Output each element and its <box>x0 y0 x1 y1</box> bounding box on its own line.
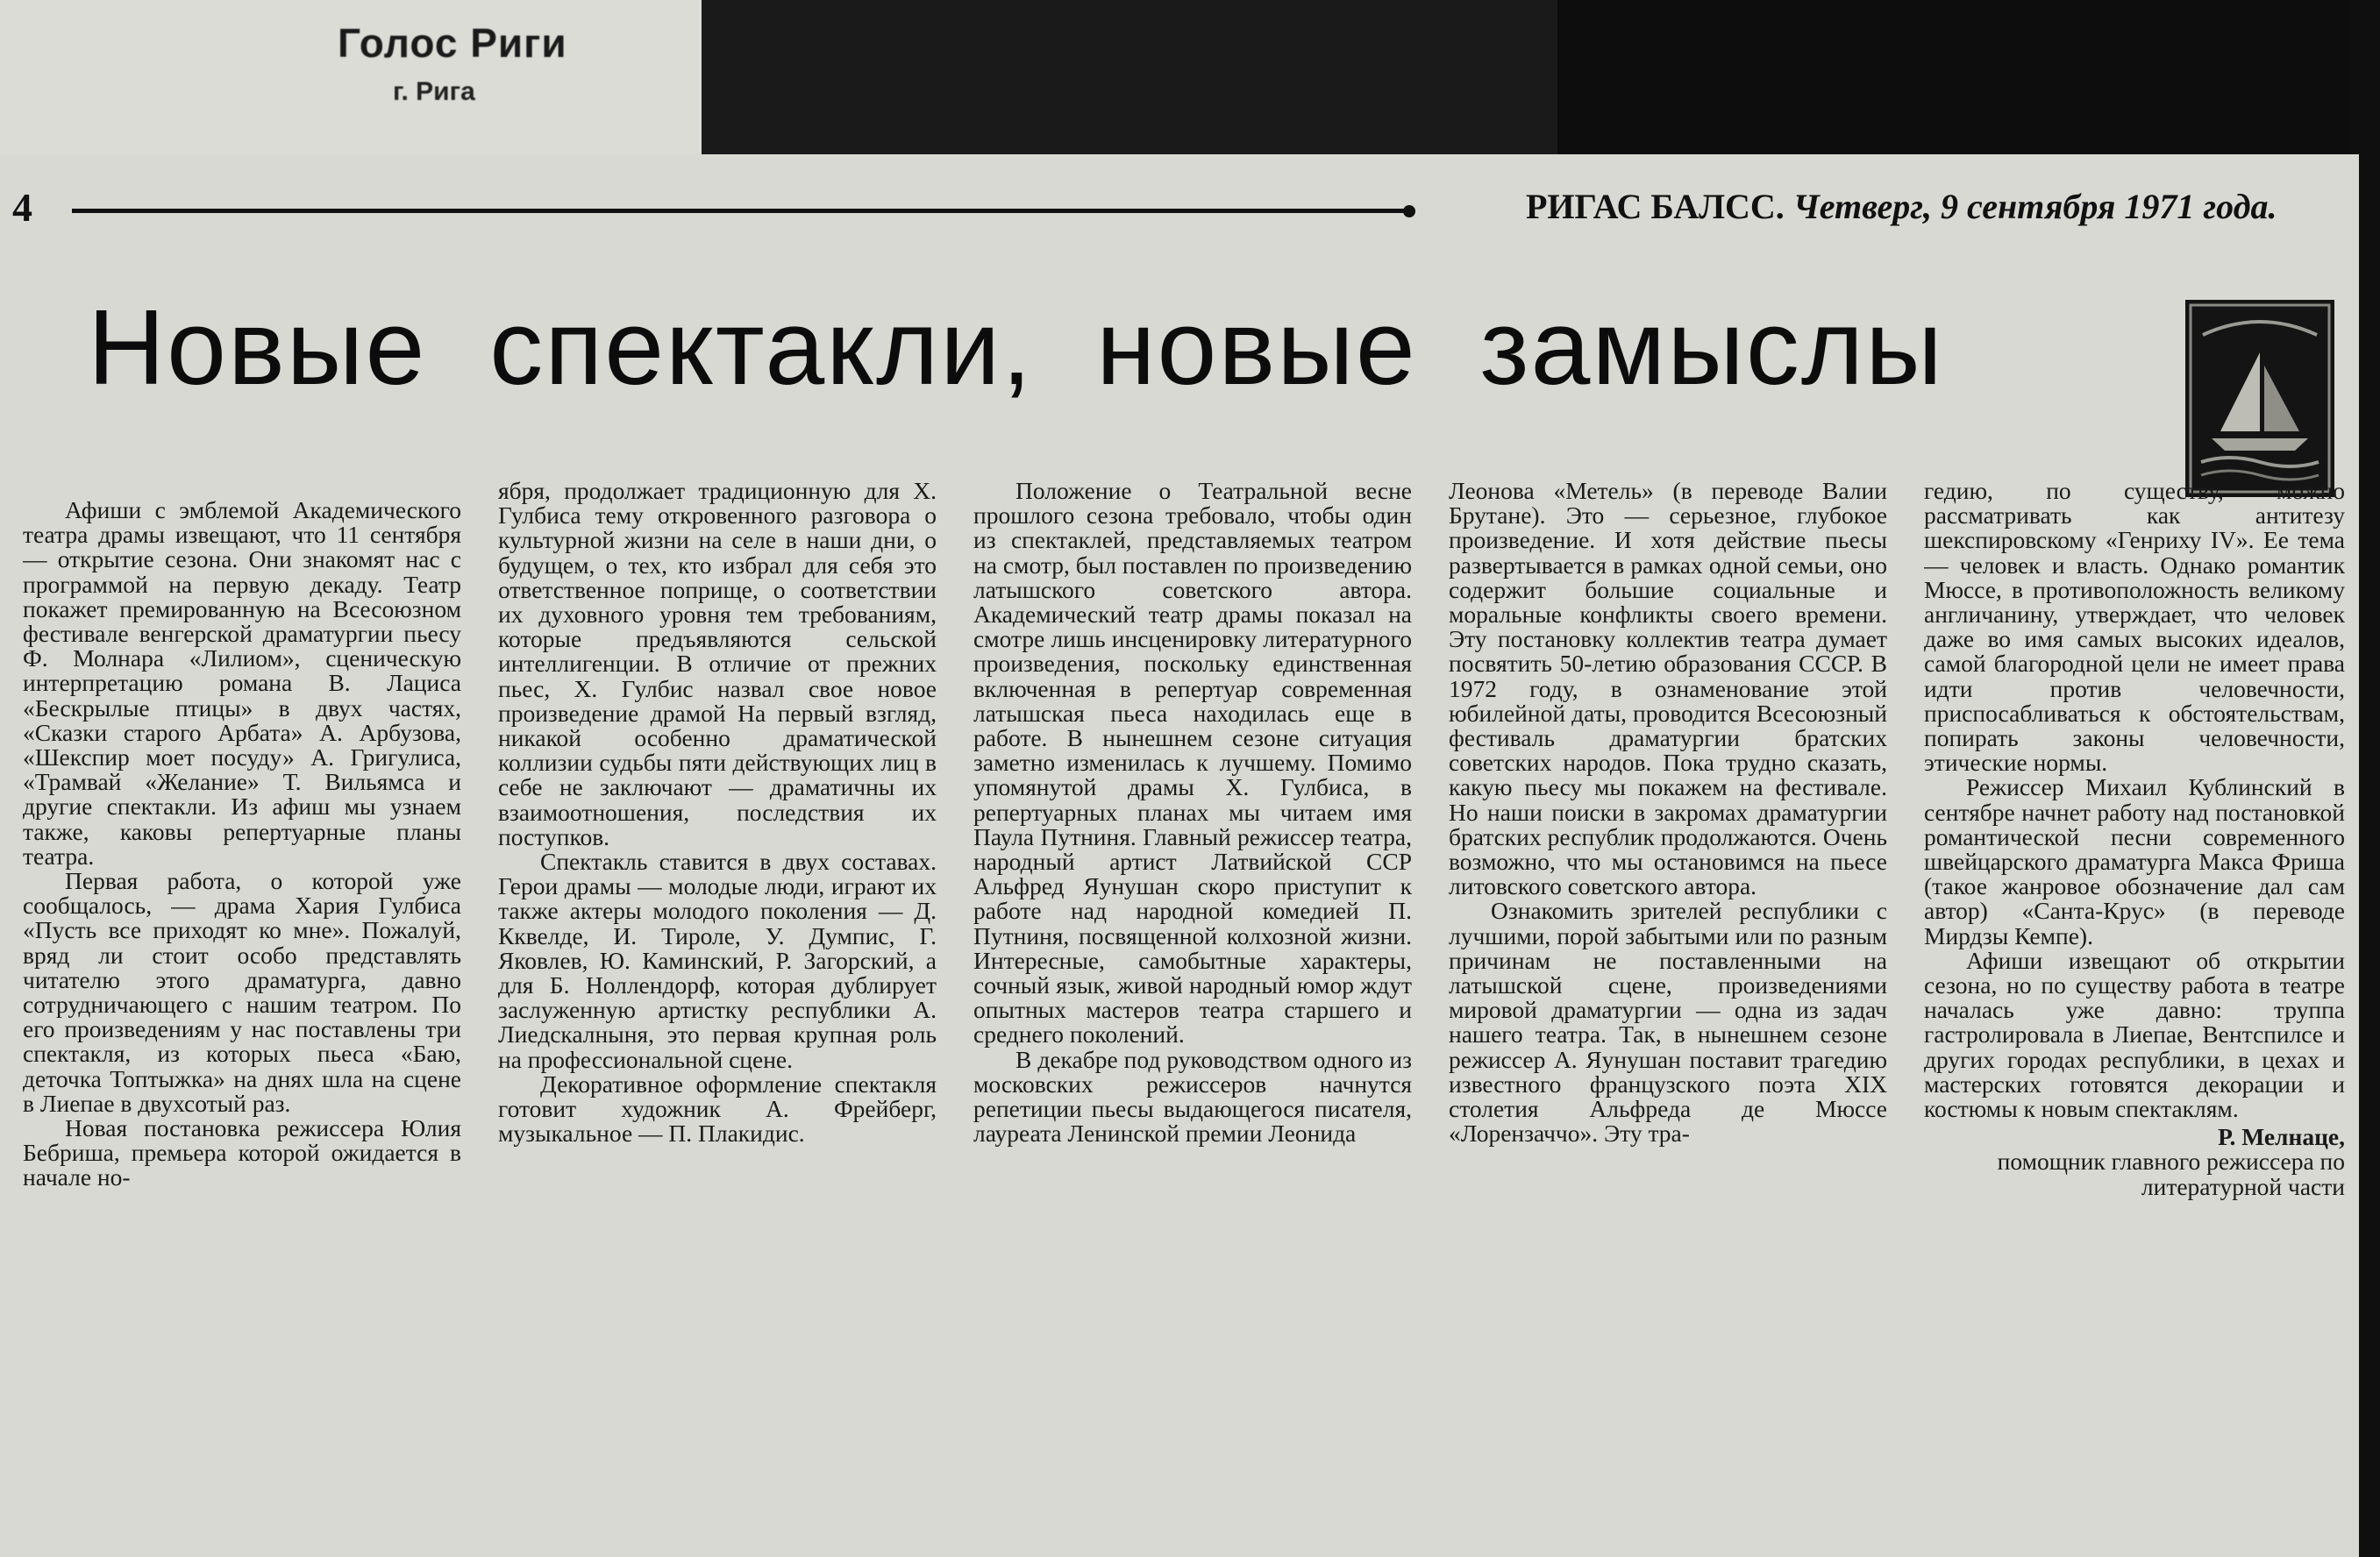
newspaper-page <box>0 154 2359 1557</box>
paragraph: Афиши с эмблемой Академического театра драмы извещают, что 11 сентября — открытие сезона. Они знакомят нас с программой на первую декаду. Театр покажет премированную на Всесоюзном фестивале венгерской драматургии пьесу Ф. Молнара «Лилиом», сценическую интерпретацию романа В. Лациса «Бескрылые птицы» в двух частях, «Сказки старого Арбата» А. Арбузова, «Шекспир моет посуду» А. Григулиса, «Трамвай «Желание» Т. Вильямса и другие спектакли. Из афиш мы узнаем также, каковы репертуарные планы театра. <box>23 498 461 870</box>
header-rule <box>72 209 1414 213</box>
paragraph: Спектакль ставится в двух составах. Герои драмы — молодые люди, играют их также актеры молодого поколения — Д. Кквелде, И. Тироле, У. Думпис, Г. Яковлев, Ю. Каминский, Р. Загорский, а для Б. Ноллендорф, которая дублирует заслуженную артистку республики А. Лиедскалныня, это первая крупная роль на профессиональной сцене. <box>498 848 937 1073</box>
article-body <box>23 479 2347 1550</box>
paragraph: Леонова «Метель» (в переводе Валии Брутане). Это — серьезное, глубокое произведение. И хотя действие пьесы развертывается в рамках одной семьи, оно содержит большие социальные и моральные конфликты своего времени. Эту постановку коллектив театра думает посвятить 50-летию образования СССР. В 1972 году, в ознаменование этой юбилейной даты, проводится Всесоюзный фестиваль драматургии братских советских народов. Пока трудно сказать, какую пьесу мы покажем на фестивале. Но наши поиски в закромах драматургии братских республик продолжаются. Очень возможно, что мы остановимся на пьесе литовского советского автора. <box>1449 479 1887 900</box>
author-title: помощник главного режиссера по литературной части <box>1997 1148 2345 1200</box>
page-header <box>0 167 2359 228</box>
newspaper-name: РИГАС БАЛСС. <box>1526 187 1785 226</box>
header-rule-dot <box>1403 205 1415 217</box>
newspaper-masthead <box>1526 186 2277 227</box>
article-column <box>973 479 1412 1531</box>
clipping-label <box>0 0 702 175</box>
clipping-stamp-city: г. Рига <box>393 77 475 106</box>
paragraph: Декоративное оформление спектакля готовит художник А. Фрейберг, музыкальное — П. Плакидис. <box>498 1070 937 1148</box>
paragraph: гедию, по существу, можно рассматривать как антитезу шекспировскому «Генриху IV». Ее тема — человек и власть. Однако романтик Мюссе, в противоположность великому англичанину, утверждает, что человек даже во имя самых высоких идеалов, самой благородной цели не имеет права идти против человечности, приспосабливаться к обстоятельствам, попирать законы человечности, этические нормы. <box>1924 479 2345 777</box>
paragraph: Положение о Театральной весне прошлого сезона требовало, чтобы один из спектаклей, представляемых театром на смотр, был поставлен по произведению латышского советского автора. Академический театр драмы показал на смотре лишь инсценировку литературного произведения, поскольку единственная включенная в репертуар современная латышская пьеса находилась еще в работе. В нынешнем сезоне ситуация заметно изменилась к лучшему. Помимо упомянутой драмы Х. Гулбиса, в репертуарных планах мы читаем имя Паула Путниня. Главный режиссер театра, народный артист Латвийской ССР Альфред Яунушан скоро приступит к работе над народной комедией П. Путниня, посвященной колхозной жизни. Интересные, самобытные характеры, сочный язык, живой народный юмор ждут опытных мастеров театра старшего и среднего поколений. <box>973 479 1412 1049</box>
page-number: 4 <box>12 185 32 230</box>
author-name: Р. Мелнаце, <box>2218 1123 2345 1151</box>
paragraph: Ознакомить зрителей республики с лучшими, порой забытыми или по разным причинам не поставленными на латышской сцене, произведениями мировой драматургии — одна из задач нашего театра. Так, в нынешнем сезоне режиссер А. Яунушан поставит трагедию известного французского поэта XIX столетия Альфреда де Мюссе «Лорензаччо». Эту тра- <box>1449 897 1887 1148</box>
article-column <box>1449 479 1887 1531</box>
paragraph: В декабре под руководством одного из московских режиссеров начнутся репетиции пьесы выдающегося писателя, лауреата Ленинской премии Леонида <box>973 1045 1412 1148</box>
theatre-emblem-icon <box>2185 300 2334 497</box>
paragraph: Новая постановка режиссера Юлия Бебриша, премьера которой ожидается в начале но- <box>23 1114 461 1191</box>
issue-date: Четверг, 9 сентября 1971 года. <box>1792 187 2277 226</box>
paragraph: Режиссер Михаил Кублинский в сентябре начнет работу над постановкой романтической песни современного швейцарского драматурга Макса Фриша (такое жанровое обозначение дал сам автор) «Санта-Крус» (в переводе Мирдзы Кемпе). <box>1924 773 2345 949</box>
paragraph: ября, продолжает традиционную для Х. Гулбиса тему откровенного разговора о культурной жизни на селе в наши дни, о будущем, о тех, кто избрал для себя это ответственное поприще, о соответствии их духовного уровня тем требованиям, которые предъявляются сельской интеллигенции. В отличие от прежних пьес, Х. Гулбис назвал свое новое произведение драмой На первый взгляд, никакой особенно драматической коллизии судьбы пяти действующих лиц в себе не заключают — драматичны их взаимоотношения, последствия их поступков. <box>498 479 937 850</box>
article-column <box>498 479 937 1531</box>
paragraph: Первая работа, о которой уже сообщалось, — драма Хария Гулбиса «Пусть все приходят ко мне». Пожалуй, вряд ли стоит особо представлять читателю этого драматурга, давно сотрудничающего с нашим театром. По его произведениям у нас поставлены три спектакля, из которых пьеса «Баю, деточка Топтыжка» на днях шла на сцене в Лиепае в двухсотый раз. <box>23 867 461 1117</box>
dark-background <box>1557 0 2380 167</box>
article-column <box>1924 479 2345 1531</box>
article-column <box>23 498 461 1550</box>
article-headline: Новые спектакли, новые замыслы <box>88 288 1944 407</box>
paragraph: Афиши извещают об открытии сезона, но по существу работа в театре началась уже давно: труппа гастролировала в Лиепае, Вентспилсе и других городах республики, в цехах и мастерских готовятся декорации и костюмы к новым спектаклям. <box>1924 946 2345 1123</box>
clipping-stamp-title: Голос Риги <box>338 20 567 66</box>
